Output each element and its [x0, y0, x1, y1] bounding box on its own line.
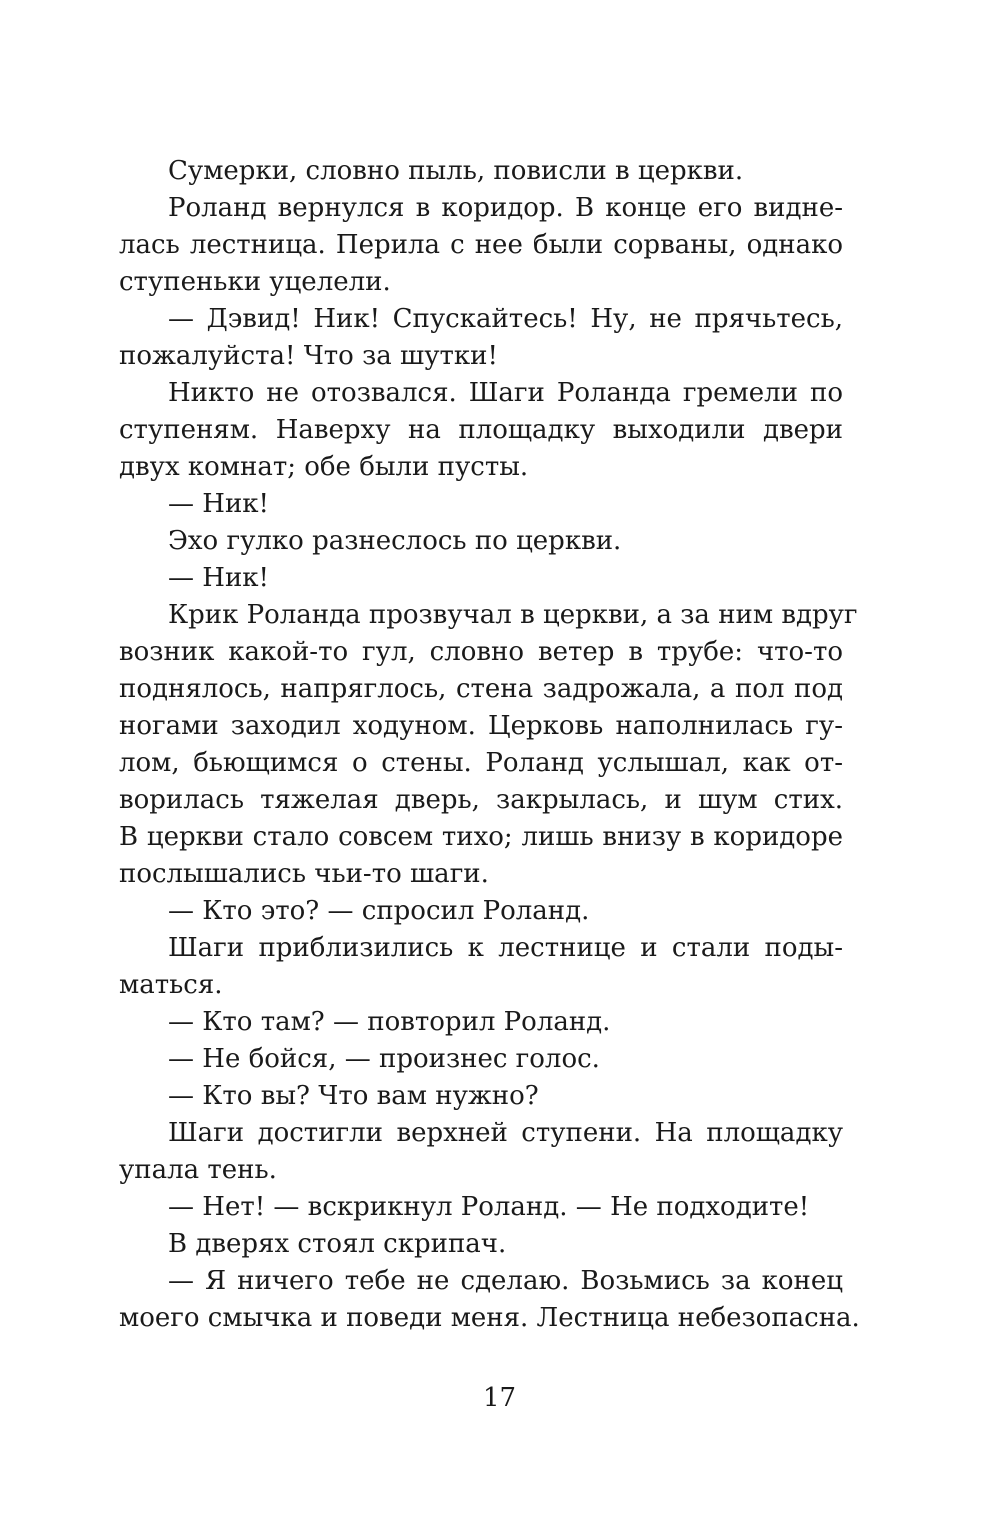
text-line: — Я ничего тебе не сделаю. Возьмись за конец	[168, 1266, 843, 1296]
text-line: — Ник!	[168, 563, 269, 593]
text-line: — Нет! — вскрикнул Роланд. — Не подходите!	[168, 1192, 810, 1222]
text-line: ногами заходил ходуном. Церковь наполнилась гу-	[119, 711, 843, 741]
text-line: Эхо гулко разнеслось по церкви.	[168, 526, 622, 556]
text-line: Никто не отозвался. Шаги Роланда гремели по	[168, 378, 843, 408]
text-line: В дверях стоял скрипач.	[168, 1229, 507, 1259]
text-line: — Кто это? — спросил Роланд.	[168, 896, 590, 926]
text-line: Шаги достигли верхней ступени. На площадку	[168, 1118, 843, 1148]
text-line: — Ник!	[168, 489, 269, 519]
text-line: ворилась тяжелая дверь, закрылась, и шум стих.	[119, 785, 843, 815]
text-line: моего смычка и поведи меня. Лестница небезопасна.	[119, 1303, 860, 1333]
text-line: ступеням. Наверху на площадку выходили двери	[119, 415, 843, 445]
text-line: Шаги приблизились к лестнице и стали поды-	[168, 933, 843, 963]
text-line: Сумерки, словно пыль, повисли в церкви.	[168, 156, 744, 186]
text-line: Роланд вернулся в коридор. В конце его видне-	[168, 193, 843, 223]
text-line: В церкви стало совсем тихо; лишь внизу в коридоре	[119, 822, 843, 852]
text-line: поднялось, напряглось, стена задрожала, а пол под	[119, 674, 843, 704]
text-line: лом, бьющимся о стены. Роланд услышал, как от-	[119, 748, 843, 778]
text-line: двух комнат; обе были пусты.	[119, 452, 529, 482]
text-line: маться.	[119, 970, 223, 1000]
text-line: упала тень.	[119, 1155, 277, 1185]
text-line: — Кто там? — повторил Роланд.	[168, 1007, 611, 1037]
text-line: послышались чьи-то шаги.	[119, 859, 489, 889]
text-line: — Дэвид! Ник! Спускайтесь! Ну, не прячьтесь,	[168, 304, 843, 334]
text-line: — Кто вы? Что вам нужно?	[168, 1081, 539, 1111]
page-number: 17	[482, 1383, 517, 1413]
text-line: лась лестница. Перила с нее были сорваны, однако	[119, 230, 843, 260]
text-line: Крик Роланда прозвучал в церкви, а за ним вдруг	[168, 600, 858, 630]
text-line: ступеньки уцелели.	[119, 267, 391, 297]
text-line: возник какой-то гул, словно ветер в трубе: что-то	[119, 637, 843, 667]
text-line: пожалуйста! Что за шутки!	[119, 341, 498, 371]
text-line: — Не бойся, — произнес голос.	[168, 1044, 600, 1074]
